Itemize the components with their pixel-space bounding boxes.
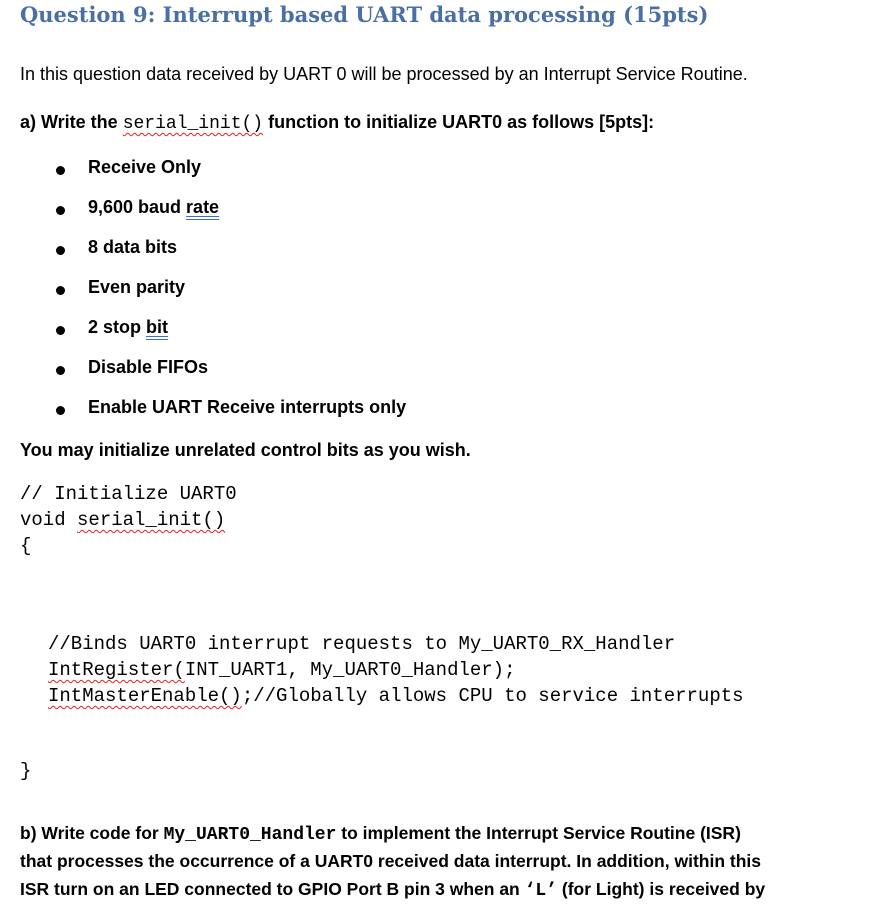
bullet-icon [56, 366, 65, 375]
part-a-prefix: a) Write the [20, 112, 123, 132]
bullet-icon [56, 286, 65, 295]
list-item-text-main: 2 stop [88, 317, 147, 337]
list-item-text-underlined: rate [186, 197, 220, 217]
list-item-text: Receive Only [88, 157, 202, 177]
intro-paragraph: In this question data received by UART 0 will be processed by an Interrupt Service Routine. [20, 64, 748, 84]
part-b-handler-name: My_UART0_Handler [163, 825, 337, 845]
bullet-icon [56, 246, 65, 255]
part-b-line-1-prefix: b) Write code for [20, 823, 164, 843]
list-item-text [88, 197, 219, 218]
code-int-register-line [48, 659, 515, 681]
part-b-char-l: ‘L’ [524, 881, 558, 901]
list-item-text [88, 317, 168, 338]
code-int-register-call: IntRegister( [48, 659, 185, 681]
code-close-brace: } [20, 760, 32, 782]
code-open-brace: { [20, 535, 32, 557]
bullet-icon [56, 206, 65, 215]
list-item-text: Disable FIFOs [88, 357, 209, 377]
code-int-master-comment: ;//Globally allows CPU to service interrupts [241, 685, 744, 707]
code-function-name: serial_init() [77, 509, 226, 531]
code-int-master-line [48, 685, 744, 707]
part-a-suffix: function to initialize UART0 as follows [5pts]: [263, 112, 655, 132]
bullet-icon [56, 406, 65, 415]
part-b-line-3-suffix: (for Light) is received by [557, 879, 766, 899]
part-b-line-1-suffix: to implement the Interrupt Service Routine (ISR) [336, 823, 741, 843]
list-item-text: 8 data bits [88, 237, 178, 257]
code-int-register-args: INT_UART1, My_UART0_Handler); [184, 659, 516, 681]
part-a-function-name: serial_init() [122, 114, 264, 134]
question-title: Question 9: Interrupt based UART data processing (15pts) [20, 2, 709, 27]
code-comment-initialize: // Initialize UART0 [20, 483, 237, 505]
list-item-text-underlined: bit [146, 317, 169, 337]
part-b-line-1 [20, 823, 741, 845]
list-item-text: Enable UART Receive interrupts only [88, 397, 407, 417]
part-a-prompt [20, 112, 654, 134]
code-comment-binds: //Binds UART0 interrupt requests to My_UART0_RX_Handler [48, 633, 676, 655]
part-b-line-2: that processes the occurrence of a UART0 received data interrupt. In addition, within this [20, 851, 761, 871]
bullet-icon [56, 166, 65, 175]
code-keyword-void: void [20, 509, 78, 531]
code-function-declaration [20, 509, 225, 531]
list-item-text: Even parity [88, 277, 186, 297]
part-b-line-3-prefix: ISR turn on an LED connected to GPIO Port B pin 3 when an [20, 879, 525, 899]
code-int-master-call: IntMasterEnable() [48, 685, 242, 707]
note-text: You may initialize unrelated control bits as you wish. [20, 440, 471, 460]
bullet-icon [56, 326, 65, 335]
part-b-line-3 [20, 879, 765, 901]
list-item-text-main: 9,600 baud [88, 197, 187, 217]
